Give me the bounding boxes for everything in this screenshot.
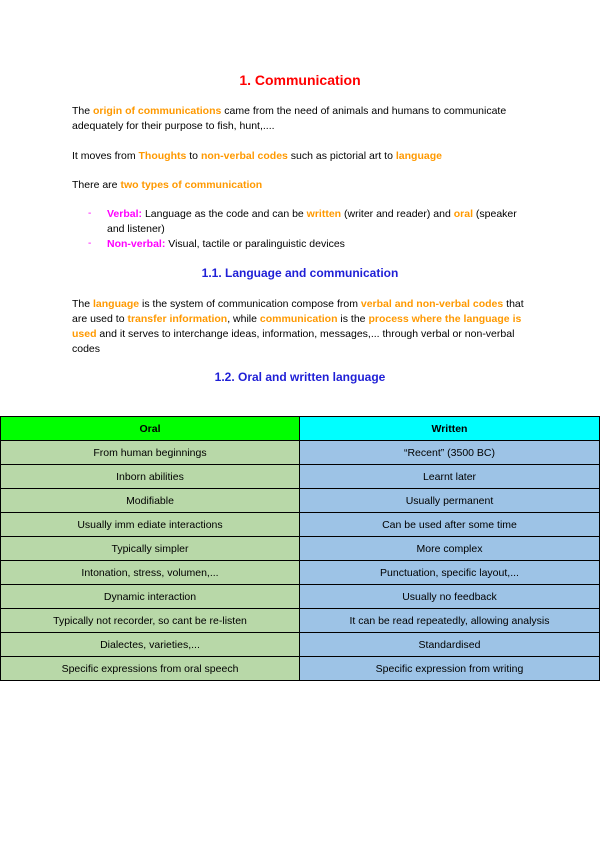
section-heading: 1. Communication: [239, 72, 361, 88]
table-row: [1, 489, 600, 513]
text: Visual, tactile or paralinguistic devices: [165, 238, 345, 250]
text: (speaker and listener): [107, 208, 517, 235]
keyword: process where the language is used: [72, 313, 522, 340]
keyword: written: [306, 208, 342, 220]
bullet-item-nonverbal: [107, 237, 527, 252]
paragraph-origin: [72, 104, 542, 134]
oral-cell: Specific expressions from oral speech: [1, 657, 300, 681]
text: There are: [72, 179, 121, 191]
oral-cell: Dialectes, varieties,...: [1, 633, 300, 657]
bullet-marker: -: [88, 208, 92, 219]
oral-cell: Modifiable: [1, 489, 300, 513]
table-header-row: [1, 417, 600, 441]
oral-cell: Usually imm ediate interactions: [1, 513, 300, 537]
paragraph-language: [72, 297, 532, 357]
keyword: Thoughts: [138, 150, 187, 162]
written-cell: “Recent” (3500 BC): [300, 441, 600, 465]
oral-cell: Dynamic interaction: [1, 585, 300, 609]
written-cell: Usually permanent: [300, 489, 600, 513]
written-cell: Can be used after some time: [300, 513, 600, 537]
table-row: [1, 609, 600, 633]
column-header-written: Written: [300, 417, 600, 441]
text: that are used to: [72, 298, 524, 325]
paragraph-types: [72, 178, 542, 193]
table-row: [1, 657, 600, 681]
keyword: language: [93, 298, 140, 310]
table-row: [1, 537, 600, 561]
oral-cell: Inborn abilities: [1, 465, 300, 489]
paragraph-moves: [72, 149, 542, 164]
keyword: language: [395, 150, 442, 162]
text: such as pictorial art to: [287, 150, 396, 162]
text: came from the need of animals and humans to communicate adequately for their purpose to fish, hunt,....: [72, 105, 507, 132]
written-cell: More complex: [300, 537, 600, 561]
column-header-oral: Oral: [1, 417, 300, 441]
oral-cell: Intonation, stress, volumen,...: [1, 561, 300, 585]
subsection-heading: 1.2. Oral and written language: [214, 370, 386, 384]
table-row: [1, 633, 600, 657]
text: to: [186, 150, 201, 162]
text: and it serves to interchange ideas, information, messages,... through verbal or non-verbal codes: [72, 328, 515, 355]
text: , while: [227, 313, 260, 325]
text: The: [72, 105, 94, 117]
keyword: communication: [259, 313, 338, 325]
keyword: origin of communications: [93, 105, 222, 117]
oral-cell: Typically not recorder, so cant be re-listen: [1, 609, 300, 633]
written-cell: Specific expression from writing: [300, 657, 600, 681]
written-cell: It can be read repeatedly, allowing analysis: [300, 609, 600, 633]
table-row: [1, 585, 600, 609]
bullet-item-verbal: [107, 207, 527, 237]
keyword: two types of communication: [120, 179, 263, 191]
text: is the: [337, 313, 369, 325]
written-cell: Learnt later: [300, 465, 600, 489]
type-label: Non-verbal:: [107, 238, 166, 250]
type-label: Verbal:: [107, 208, 143, 220]
table-row: [1, 561, 600, 585]
written-cell: Standardised: [300, 633, 600, 657]
text: The: [72, 298, 94, 310]
table-row: [1, 513, 600, 537]
text: is the system of communication compose from: [139, 298, 361, 310]
oral-cell: From human beginnings: [1, 441, 300, 465]
text: Language as the code and can be: [142, 208, 307, 220]
text: (writer and reader) and: [341, 208, 454, 220]
comparison-table: [0, 416, 600, 681]
subsection-heading: 1.1. Language and communication: [201, 266, 399, 280]
oral-cell: Typically simpler: [1, 537, 300, 561]
written-cell: Usually no feedback: [300, 585, 600, 609]
keyword: transfer information: [127, 313, 228, 325]
written-cell: Punctuation, specific layout,...: [300, 561, 600, 585]
table-row: [1, 441, 600, 465]
bullet-marker: -: [88, 238, 92, 249]
table-row: [1, 465, 600, 489]
keyword: verbal and non-verbal codes: [360, 298, 504, 310]
keyword: non-verbal codes: [200, 150, 288, 162]
text: It moves from: [72, 150, 139, 162]
keyword: oral: [453, 208, 473, 220]
